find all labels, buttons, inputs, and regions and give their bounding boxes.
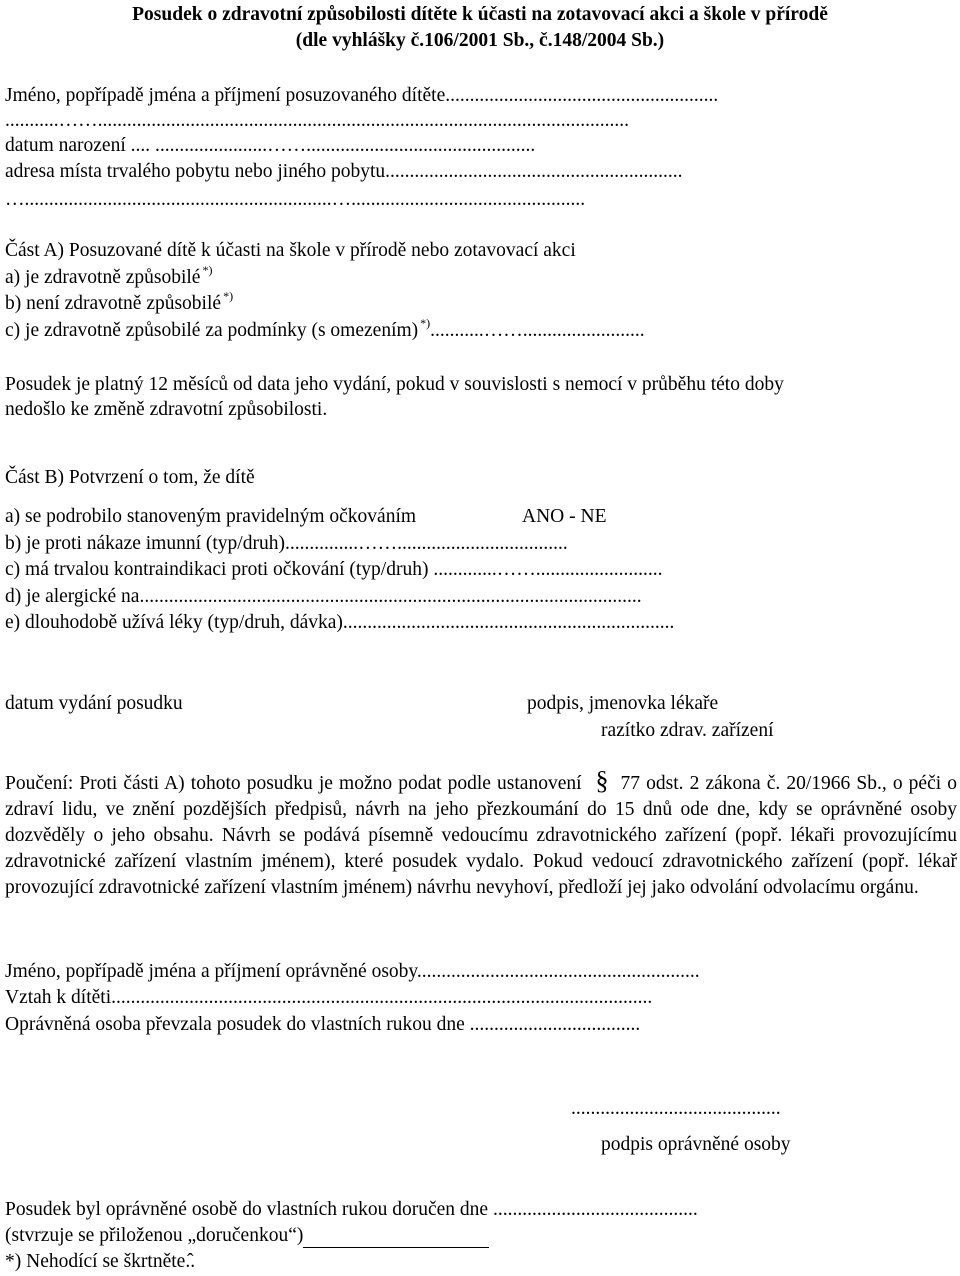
part-a-option-b[interactable]	[5, 289, 234, 317]
stamp-label: razítko zdrav. zařízení	[601, 720, 774, 741]
section-symbol: §	[595, 766, 609, 795]
doctor-signature-label: podpis, jmenovka lékaře	[527, 693, 719, 714]
received-date-field[interactable]: Oprávněná osoba převzala posudek do vlastních rukou dne ...................................	[5, 1014, 641, 1035]
authorized-person-name-field[interactable]: Jméno, popřípadě jména a příjmení oprávněné osoby..........................................................	[5, 961, 700, 982]
delivery-date-field[interactable]: Posudek byl oprávněné osobě do vlastních rukou doručen dne ..........................................	[5, 1199, 698, 1220]
option-a-label: a) je zdravotně způsobilé	[5, 267, 201, 288]
delivery-confirmation-label: (stvrzuje se přiloženou „doručenkou“)	[5, 1225, 304, 1246]
option-b-label: b) není zdravotně způsobilé	[5, 293, 222, 314]
instruction-text-part2: 77 odst. 2 zákona č. 20/1966 Sb., o péči o zdraví lidu, ve znění pozdějších předpisů, návrh na jeho přezkoumání do 15 dnů ode dne, kdy se oprávněné osoby dozvěděly o jeho obsahu. Návrh se podává písemně vedoucímu zdravotnického zařízení (popř. lékaři provozujícímu zdravotnické zařízení vlastním jménem), které posudek vydalo. Pokud vedoucí zdravotnického zařízení (popř. lékař provozující zdravotnické zařízení vlastním jménem) návrhu nevyhoví, předloží jej jako odvolání odvolacímu orgánu.	[5, 773, 957, 898]
validity-note-line1: Posudek je platný 12 měsíců od data jeho vydání, pokud v souvislosti s nemocí v průběhu této doby	[5, 374, 784, 395]
yes-no-choice[interactable]: ANO - NE	[522, 506, 607, 527]
instruction-text-part1: Poučení: Proti části A) tohoto posudku je možno podat podle ustanovení	[5, 773, 582, 794]
footnote: *) Nehodící se škrtněte.̂.	[5, 1251, 196, 1272]
part-a-option-c[interactable]	[5, 316, 645, 344]
delivery-confirmation-row	[5, 1224, 489, 1248]
form-subtitle: (dle vyhlášky č.106/2001 Sb., č.148/2004 Sb.)	[295, 30, 665, 51]
contraindication-field[interactable]: c) má trvalou kontraindikaci proti očkování (typ/druh) .............……..........................	[5, 559, 663, 580]
issue-date-label: datum vydání posudku	[5, 693, 183, 714]
authorized-signature-label: podpis oprávněné osoby	[601, 1134, 791, 1155]
part-b-heading: Část B) Potvrzení o tom, že dítě	[5, 467, 255, 488]
option-c-dots: ...........…….........................	[430, 320, 645, 341]
part-a-option-a[interactable]	[5, 263, 213, 291]
birth-date-field[interactable]: datum narození .... .......................……...............................................	[5, 135, 536, 156]
relation-field[interactable]: Vztah k dítěti...............................................................................................................	[5, 987, 653, 1008]
part-a-heading: Část A) Posuzované dítě k účasti na škole v přírodě nebo zotavovací akci	[5, 240, 576, 261]
footnote-mark: *)	[420, 316, 431, 330]
confirmation-underline[interactable]	[303, 1230, 489, 1248]
authorized-signature-line[interactable]: ...........................................	[571, 1098, 781, 1119]
medication-field[interactable]: e) dlouhodobě užívá léky (typ/druh, dávka)....................................................................	[5, 612, 675, 633]
footnote-mark: *)	[202, 263, 213, 277]
footnote-mark: *)	[223, 289, 234, 303]
address-field-continuation[interactable]: …...............................................................…................................................	[5, 189, 586, 210]
vaccination-label: a) se podrobilo stanoveným pravidelným očkováním	[5, 506, 417, 527]
instruction-paragraph	[5, 766, 957, 901]
form-title: Posudek o zdravotní způsobilosti dítěte k účasti na zotavovací akci a škole v přírodě	[132, 4, 828, 25]
vaccination-row[interactable]	[5, 505, 416, 529]
address-field[interactable]: adresa místa trvalého pobytu nebo jiného pobytu.............................................................	[5, 161, 683, 182]
child-name-field-continuation[interactable]: ...........…….............................................................................................................	[5, 110, 629, 131]
option-c-label: c) je zdravotně způsobilé za podmínky (s omezením)	[5, 320, 419, 341]
immunity-field[interactable]: b) je proti nákaze imunní (typ/druh)...............……...................................	[5, 533, 568, 554]
child-name-field[interactable]: Jméno, popřípadě jména a příjmení posuzovaného dítěte........................................................	[5, 85, 719, 106]
allergy-field[interactable]: d) je alergické na.......................................................................................................	[5, 586, 642, 607]
validity-note-line2: nedošlo ke změně zdravotní způsobilosti.	[5, 399, 328, 420]
